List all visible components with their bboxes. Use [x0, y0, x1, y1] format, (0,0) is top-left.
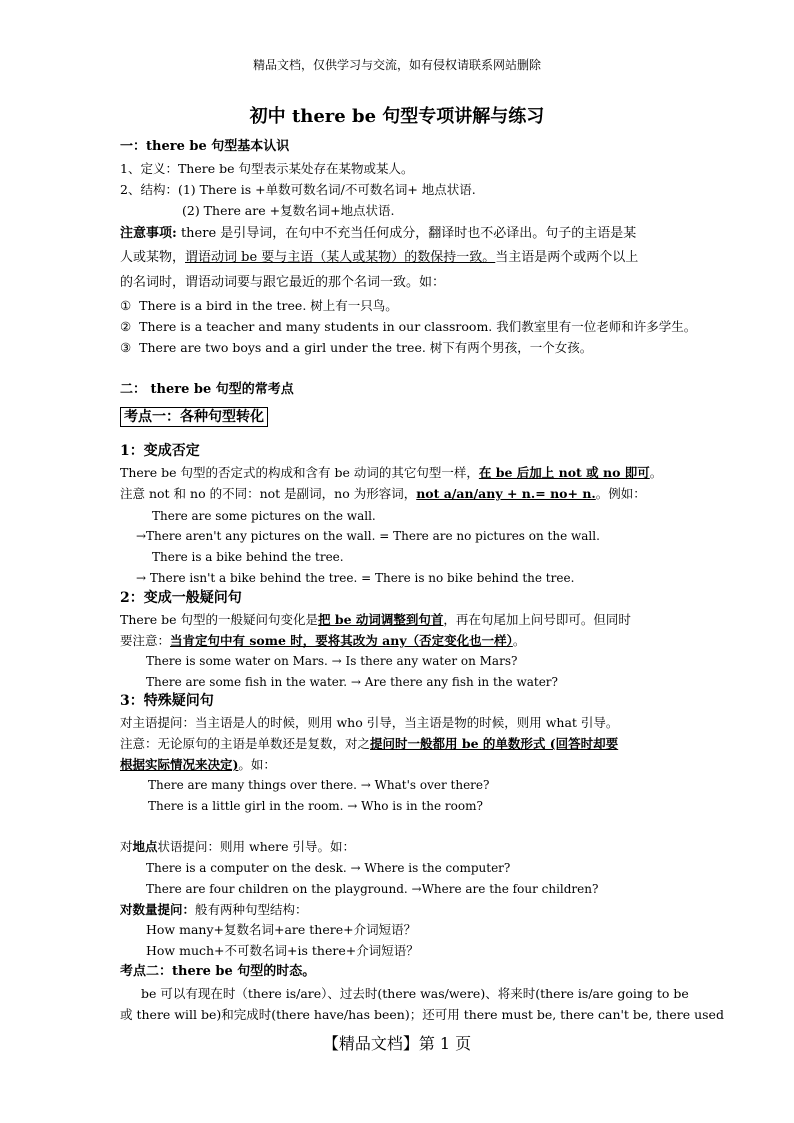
- place-example-1: There is a computer on the desk. → Where is the computer?: [146, 861, 511, 875]
- point2-heading: 考点二：there be 句型的时态。: [120, 964, 316, 979]
- section1-heading: 一：there be 句型基本认识: [120, 139, 290, 154]
- structure-line-2: (2) There are +复数名词+地点状语.: [182, 203, 395, 218]
- note-label: 注意事项:: [120, 226, 177, 241]
- question-line-2: 要注意：当肯定句中有 some 时，要将其改为 any（否定变化也一样）。: [120, 633, 526, 648]
- special-line-2: 注意：无论原句的主语是单数还是复数，对之提问时一般都用 be 的单数形式 (回答时却要: [120, 736, 619, 751]
- negative-heading: 1：变成否定: [120, 443, 200, 459]
- footer-label: 【精品文档】: [322, 1034, 419, 1053]
- note-line-1: 注意事项: there 是引导词，在句中不充当任何成分，翻译时也不必译出。句子的主语是某: [120, 226, 637, 241]
- page-number: 第 1 页: [418, 1034, 472, 1053]
- special-example-2: There is a little girl in the room. → Who is in the room?: [148, 799, 483, 813]
- example-3: ③ There are two boys and a girl under the tree. 树下有两个男孩，一个女孩。: [120, 340, 593, 355]
- question-heading: 2：变成一般疑问句: [120, 590, 242, 606]
- question-line-1: There be 句型的一般疑问句变化是把 be 动词调整到句首，再在句尾加上问号即可。但同时: [120, 612, 631, 627]
- page-footer: [0, 1034, 794, 1054]
- note-line-3: 的名词时，谓语动词要与跟它最近的那个名词一致。如：: [120, 275, 446, 290]
- tense-line-2: 或 there will be)和完成时(there have/has been)；还可用 there must be, there can't be, there used: [120, 1007, 724, 1022]
- special-example-1: There are many things over there. → What's over there?: [148, 778, 490, 792]
- negative-example-4: → There isn't a bike behind the tree. = There is no bike behind the tree.: [136, 571, 575, 585]
- question-example-1: There is some water on Mars. → Is there any water on Mars?: [146, 654, 518, 668]
- special-line-3: 根据实际情况来决定)。如：: [120, 757, 276, 772]
- definition-line: 1、定义：There be 句型表示某处存在某物或某人。: [120, 161, 414, 176]
- number-line: 对数量提问：般有两种句型结构：: [120, 902, 308, 917]
- negative-example-3: There is a bike behind the tree.: [152, 550, 344, 564]
- negative-line-1: There be 句型的否定式的构成和含有 be 动词的其它句型一样，在 be 后加上 not 或 no 即可。: [120, 465, 663, 480]
- place-example-2: There are four children on the playground. →Where are the four children?: [146, 882, 599, 896]
- note-line-2: 人或某物，谓语动词 be 要与主语（某人或某物）的数保持一致。当主语是两个或两个以上: [120, 250, 639, 265]
- example-2: ② There is a teacher and many students in our classroom. 我们教室里有一位老师和许多学生。: [120, 319, 697, 334]
- special-question-heading: 3：特殊疑问句: [120, 693, 214, 709]
- tense-line-1: be 可以有现在时（there is/are）、过去时(there was/were)、将来时(there is/are going to be: [141, 986, 689, 1001]
- negative-line-2: 注意 not 和 no 的不同：not 是副词，no 为形容词，not a/an/any + n.= no+ n.。例如：: [120, 486, 646, 501]
- structure-line-1: 2、结构：(1) There is +单数可数名词/不可数名词+ 地点状语.: [120, 182, 476, 197]
- point1-box: 考点一：各种句型转化: [120, 409, 268, 425]
- place-line: 对地点状语提问：则用 where 引导。如：: [120, 839, 355, 854]
- page-title: 初中 there be 句型专项讲解与练习: [249, 106, 545, 127]
- number-example-1: How many+复数名词+are there+介词短语？: [146, 922, 417, 937]
- example-1: ① There is a bird in the tree. 树上有一只鸟。: [120, 298, 398, 313]
- negative-example-2: →There aren't any pictures on the wall. = There are no pictures on the wall.: [136, 529, 600, 543]
- question-example-2: There are some fish in the water. → Are there any fish in the water?: [146, 675, 558, 689]
- negative-example-1: There are some pictures on the wall.: [152, 509, 376, 523]
- special-line-1: 对主语提问：当主语是人的时候，则用 who 引导，当主语是物的时候，则用 what 引导。: [120, 715, 619, 730]
- number-example-2: How much+不可数名词+is there+介词短语？: [146, 943, 419, 958]
- section2-heading: 二： there be 句型的常考点: [120, 382, 294, 397]
- page-header: 精品文档，仅供学习与交流，如有侵权请联系网站删除: [252, 58, 541, 72]
